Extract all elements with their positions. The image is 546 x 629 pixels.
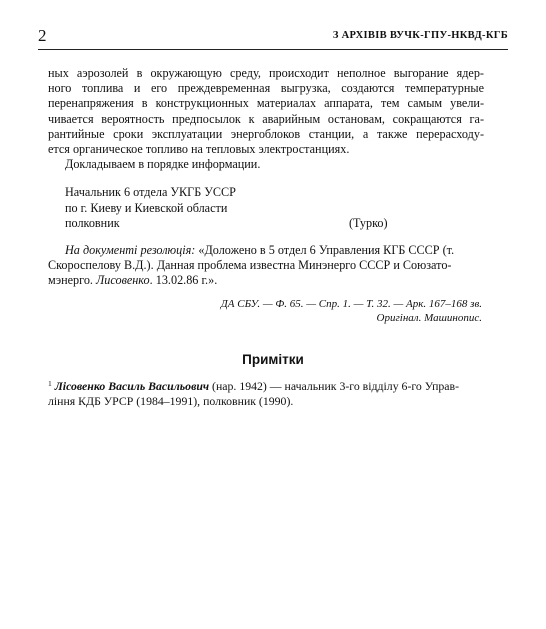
- text-line: ных аэрозолей в окружающую среду, происходит неполное выгорание ядер-: [48, 66, 484, 80]
- source-reference: ДА СБУ. — Ф. 65. — Спр. 1. — Т. 32. — Арк. 167–168 зв.: [220, 297, 482, 310]
- archive-source: [48, 297, 484, 326]
- text-line: ного топлива и его преждевременная выгрузка, создаются температурные: [48, 81, 484, 96]
- document-body: [48, 66, 484, 326]
- paragraph-report: Докладываем в порядке информации.: [65, 157, 261, 172]
- footnote-line: ління КДБ УРСР (1984–1991), полковник (1990).: [48, 394, 294, 408]
- signature-block: [48, 185, 484, 231]
- resolution-text: мэнерго.: [48, 273, 97, 288]
- footnote-name: Лісовенко Василь Васильович: [54, 379, 210, 393]
- resolution-line: [48, 273, 484, 288]
- signature-rank: полковник: [65, 215, 120, 230]
- header-rule: [38, 49, 508, 50]
- signature-title-line: по г. Киеву и Киевской области: [65, 200, 228, 215]
- running-head: З АРХІВІВ ВУЧК-ГПУ-НКВД-КГБ: [332, 30, 508, 41]
- footnote: [48, 376, 484, 409]
- text-line: рантийные сроки эксплуатации энергоблоков станции, а также перерасходу-: [48, 126, 484, 141]
- notes-title: Примітки: [242, 352, 304, 367]
- text-line: чивается вероятность предпосылок к аварийным остановам, сокращаются га-: [48, 111, 484, 126]
- resolution-line: [48, 243, 484, 258]
- resolution-block: [48, 243, 484, 289]
- resolution-date: . 13.02.86 г.».: [149, 273, 218, 288]
- source-type: Оригінал. Машинопис.: [376, 312, 482, 325]
- page-header: [38, 26, 508, 48]
- paragraph-main: [48, 66, 484, 157]
- footnote-line: [48, 376, 484, 394]
- signature-title-line: Начальник 6 отдела УКГБ УССР: [65, 185, 236, 200]
- resolution-line: Скороспелову В.Д.). Данная проблема известна Минэнерго СССР и Союзато-: [48, 258, 452, 273]
- resolution-signer: Лисовенко: [96, 273, 150, 288]
- signature-name: (Турко): [349, 215, 388, 230]
- resolution-label: На документі резолюція:: [65, 243, 196, 258]
- page-number: 2: [38, 26, 47, 45]
- footnote-number: 1: [48, 379, 52, 388]
- footnote-text: (нар. 1942) — начальник 3-го відділу 6-го Управ-: [209, 379, 460, 393]
- resolution-text: «Доложено в 5 отдел 6 Управления КГБ СССР (т.: [195, 243, 455, 258]
- text-line: перенапряжения в конструкционных материалах аппарата, тем самым увели-: [48, 96, 484, 111]
- text-line: ется органическое топливо на тепловых электростанциях.: [48, 142, 350, 157]
